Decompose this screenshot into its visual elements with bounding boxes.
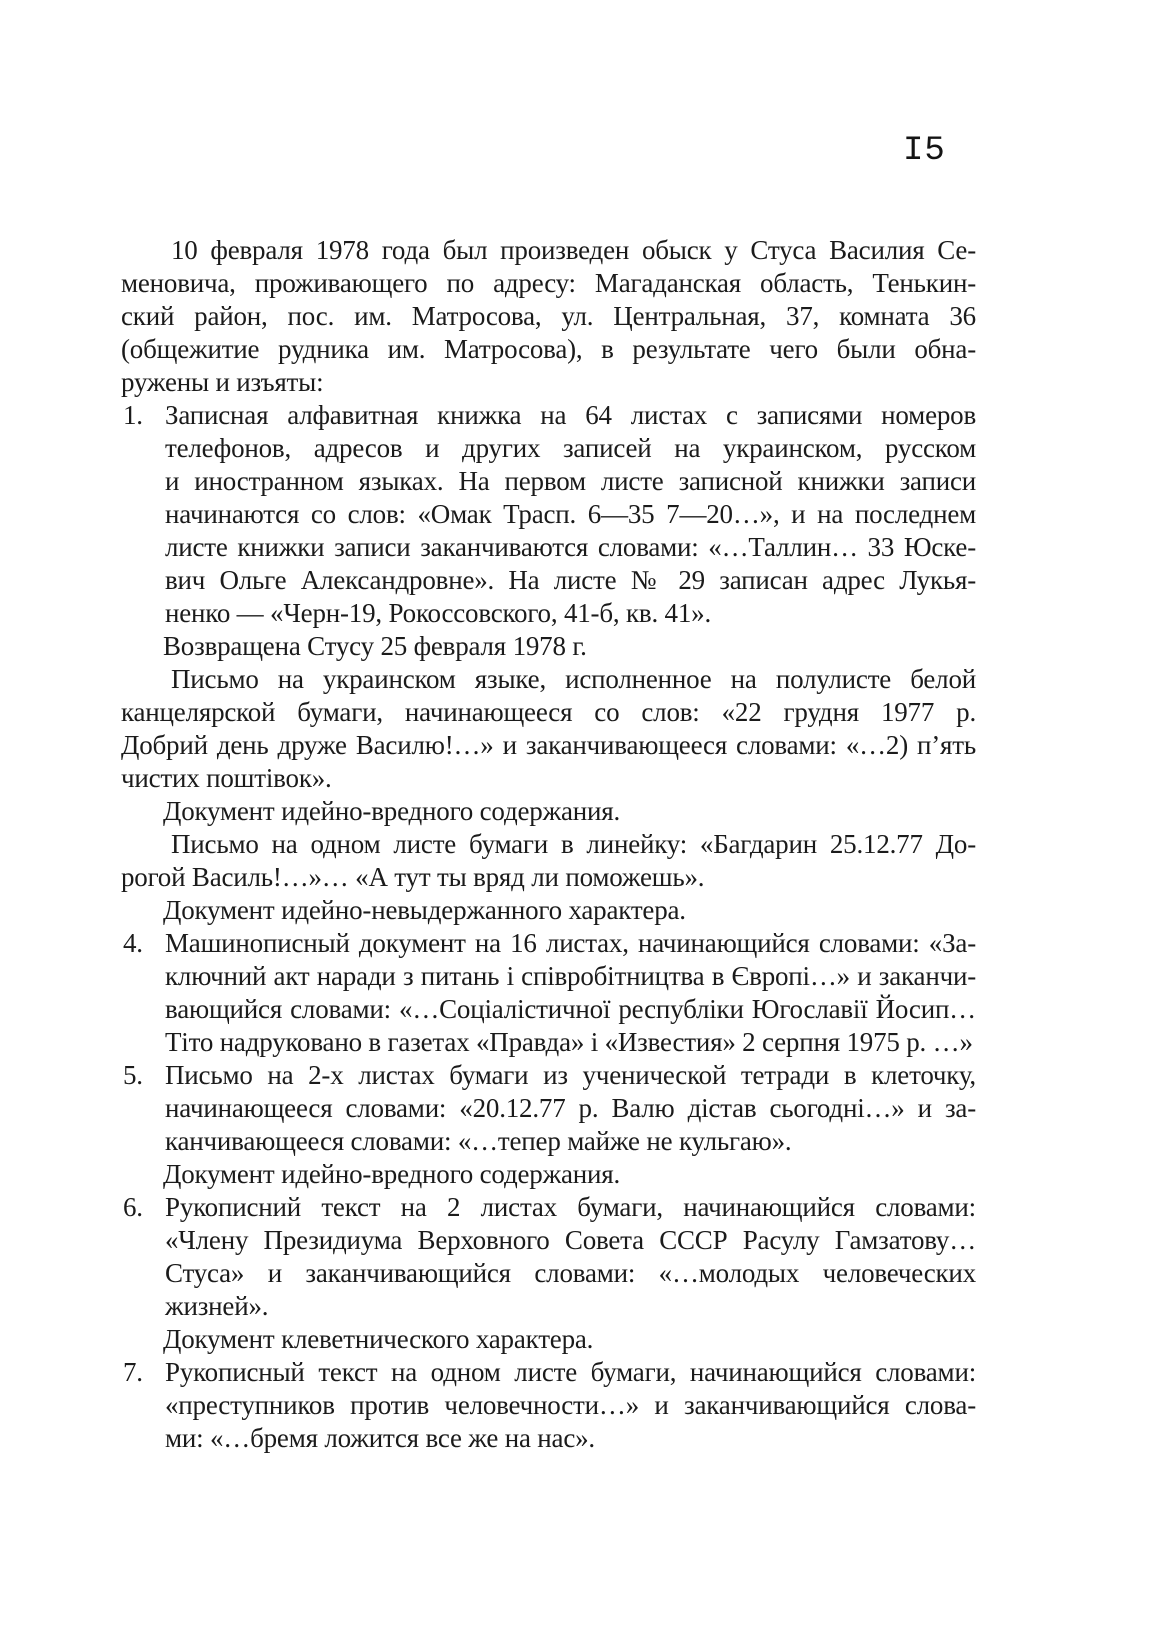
- text-line: Письмо на украинском языке, исполненное на полулисте белой: [171, 664, 976, 694]
- page-number: I5: [903, 132, 946, 170]
- numbered-paragraph: [121, 399, 976, 630]
- item-number: 6.: [123, 1192, 143, 1222]
- paragraph: [121, 1158, 976, 1191]
- text-line: рогой Василь!…»… «А тут ты вряд ли поможешь».: [121, 862, 705, 892]
- paragraph: [121, 828, 976, 894]
- text-line: начинающееся словами: «20.12.77 р. Валю дістав сьогодні…» и за-: [165, 1093, 976, 1123]
- text-line: Документ идейно-невыдержанного характера.: [163, 895, 686, 925]
- text-line: меновича, проживающего по адресу: Магаданская область, Тенькин-: [121, 268, 976, 298]
- text-line: вающийся словами: «…Соціалістичної республіки Югославії Йосип…: [165, 994, 976, 1024]
- text-line: канчивающееся словами: «…тепер майже не кульгаю».: [165, 1126, 792, 1156]
- text-line: канцелярской бумаги, начинающееся со слов: «22 грудня 1977 р.: [121, 697, 976, 727]
- text-line: ми: «…бремя ложится все же на нас».: [165, 1423, 595, 1453]
- text-line: Документ идейно-вредного содержания.: [163, 796, 621, 826]
- numbered-paragraph: [121, 1191, 976, 1323]
- numbered-paragraph: [121, 1059, 976, 1158]
- text-line: Документ идейно-вредного содержания.: [163, 1159, 621, 1189]
- item-number: 5.: [123, 1060, 143, 1090]
- text-line: ский район, пос. им. Матросова, ул. Центральная, 37, комната 36: [121, 301, 976, 331]
- item-number: 7.: [123, 1357, 143, 1387]
- numbered-paragraph: [121, 1356, 976, 1455]
- paragraph: [121, 894, 976, 927]
- text-line: Записная алфавитная книжка на 64 листах с записями номеров: [165, 400, 976, 430]
- text-line: вич Ольге Александровне». На листе № 29 записан адрес Лукья-: [165, 565, 976, 595]
- paragraph: [121, 1323, 976, 1356]
- text-line: Возвращена Стусу 25 февраля 1978 г.: [163, 631, 587, 661]
- text-line: телефонов, адресов и других записей на украинском, русском: [165, 433, 976, 463]
- text-line: жизней».: [165, 1291, 269, 1321]
- text-line: Письмо на одном листе бумаги в линейку: «Багдарин 25.12.77 До-: [171, 829, 976, 859]
- text-line: «преступников против человечности…» и заканчивающийся слова-: [165, 1390, 976, 1420]
- text-line: Рукописний текст на 2 листах бумаги, начинающийся словами:: [165, 1192, 976, 1222]
- text-line: Рукописный текст на одном листе бумаги, начинающийся словами:: [165, 1357, 976, 1387]
- text-line: Письмо на 2-х листах бумаги из ученической тетради в клеточку,: [165, 1060, 976, 1090]
- numbered-paragraph: [121, 927, 976, 1059]
- paragraph: [121, 795, 976, 828]
- text-line: начинаются со слов: «Омак Трасп. 6—35 7—20…», и на последнем: [165, 499, 976, 529]
- text-block: [121, 234, 976, 1455]
- text-line: ненко — «Черн-19, Рокоссовского, 41-б, кв. 41».: [165, 598, 711, 628]
- text-line: Стуса» и заканчивающийся словами: «…молодых человеческих: [165, 1258, 976, 1288]
- paragraph: [121, 663, 976, 795]
- text-line: Тіто надруковано в газетах «Правда» і «Известия» 2 серпня 1975 р. …»: [165, 1027, 973, 1057]
- paragraph: [121, 630, 976, 663]
- text-line: листе книжки записи заканчиваются словами: «…Таллин… 33 Юске-: [165, 532, 976, 562]
- text-line: Машинописный документ на 16 листах, начинающийся словами: «За-: [165, 928, 976, 958]
- text-line: 10 февраля 1978 года был произведен обыск у Стуса Василия Се-: [171, 235, 976, 265]
- text-line: Документ клеветнического характера.: [163, 1324, 594, 1354]
- text-line: и иностранном языках. На первом листе записной книжки записи: [165, 466, 976, 496]
- text-line: «Члену Президиума Верховного Совета СССР Расулу Гамзатову…: [165, 1225, 976, 1255]
- text-line: ружены и изъяты:: [121, 367, 324, 397]
- text-line: чистих поштівок».: [121, 763, 332, 793]
- item-number: 4.: [123, 928, 143, 958]
- text-line: Добрий день друже Василю!…» и заканчивающееся словами: «…2) п’ять: [121, 730, 976, 760]
- text-line: (общежитие рудника им. Матросова), в результате чего были обна-: [121, 334, 976, 364]
- text-line: ключний акт наради з питань і співробітництва в Європі…» и заканчи-: [165, 961, 976, 991]
- paragraph: [121, 234, 976, 399]
- item-number: 1.: [123, 400, 143, 430]
